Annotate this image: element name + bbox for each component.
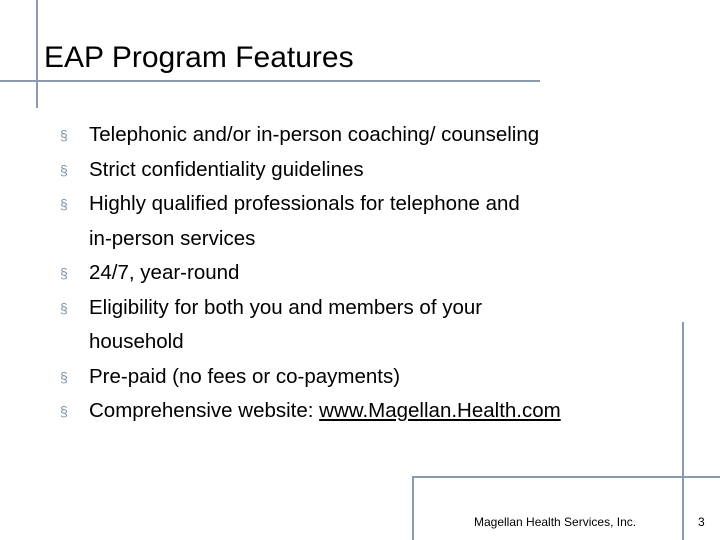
bullet-text-continuation: in-person services — [89, 226, 256, 250]
title-underline-rule — [0, 80, 540, 82]
bullet-text: 24/7, year-round — [89, 261, 240, 284]
bullet-text: Highly qualified professionals for telephone and — [89, 192, 520, 215]
bullet-text: Telephonic and/or in-person coaching/ counseling — [89, 123, 540, 146]
slide-title: EAP Program Features — [44, 41, 354, 74]
decorative-rule-vertical-left — [36, 0, 38, 108]
bullet-item — [60, 394, 680, 429]
bullet-marker-icon: § — [60, 368, 68, 385]
bullet-item — [60, 153, 680, 188]
website-label: Comprehensive website: — [89, 399, 320, 422]
website-link[interactable]: www.Magellan.Health.com — [319, 399, 561, 422]
decorative-rule-vertical-right — [682, 322, 684, 540]
bullet-text: Strict confidentiality guidelines — [89, 157, 364, 181]
bullet-marker-icon: § — [60, 196, 68, 212]
bullet-item — [60, 256, 680, 291]
footer-company-name: Magellan Health Services, Inc. — [474, 515, 637, 529]
bullet-text — [89, 394, 680, 429]
bullet-text-continuation: household — [89, 330, 184, 353]
feature-bullet-list — [60, 118, 680, 429]
bullet-item — [60, 118, 680, 153]
bullet-marker-icon: § — [60, 299, 68, 316]
footer-divider-vertical — [412, 478, 414, 540]
bullet-item — [60, 187, 680, 256]
footer-rule-horizontal — [412, 476, 720, 478]
bullet-item — [60, 291, 680, 360]
bullet-marker-icon: § — [60, 161, 68, 178]
bullet-marker-icon: § — [60, 403, 68, 419]
bullet-text: Eligibility for both you and members of your — [89, 295, 483, 319]
bullet-marker-icon: § — [60, 265, 68, 281]
bullet-item — [60, 360, 680, 395]
bullet-marker-icon: § — [60, 127, 68, 143]
page-number: 3 — [698, 515, 705, 529]
bullet-text: Pre-paid (no fees or co-payments) — [89, 364, 401, 388]
